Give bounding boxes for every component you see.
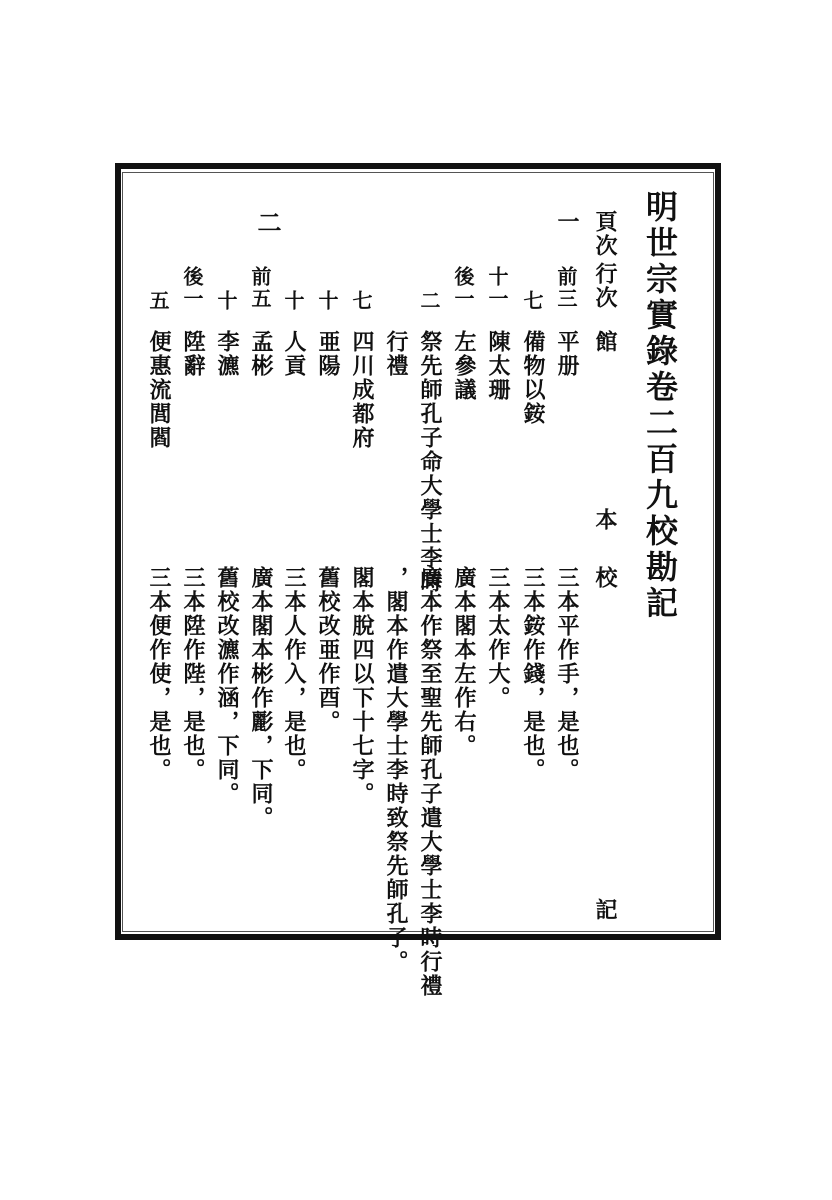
entry-text: 孟彬: [248, 330, 274, 378]
header-row-label: 行次: [592, 262, 618, 310]
entry-note: 廣本閣本左作右。: [451, 566, 477, 758]
entry-line: 二: [417, 290, 441, 312]
entry-note: 廣本作祭至聖先師孔子遣大學士李時行禮: [417, 566, 443, 998]
header-page-line: 頁次: [592, 210, 618, 258]
entry-text: 備物以銨: [520, 330, 546, 426]
entry-note: 舊校改瀌作涵，下同。: [214, 566, 240, 806]
entry-note: 三本銨作錢，是也。: [520, 566, 546, 782]
entry-line: 十: [315, 290, 339, 312]
entry-note: 舊校改亜作酉。: [315, 566, 341, 734]
entry-text: 行禮: [383, 330, 409, 378]
entry-line: 十: [214, 290, 238, 312]
entry-note: 閣本脫四以下十七字。: [349, 566, 375, 806]
header-record: 記: [592, 898, 618, 922]
header-base: 本: [592, 508, 618, 532]
entry-text: 四川成都府: [349, 330, 375, 450]
entry-text: 人貢: [281, 330, 307, 378]
entry-line: 後一: [451, 266, 475, 310]
entry-page: 一: [554, 210, 580, 234]
entry-note: ，閣本作遣大學士李時致祭先師孔子。: [383, 566, 409, 974]
entry-note: 三本太作大。: [485, 566, 511, 710]
entry-line: 十: [281, 290, 305, 312]
entry-line: 七: [520, 290, 544, 312]
entry-line: 前五: [248, 266, 272, 310]
entry-note: 三本平作手，是也。: [554, 566, 580, 782]
entry-text: 陞辭: [180, 330, 206, 378]
entry-text: 陳太珊: [485, 330, 511, 402]
entry-line: 七: [349, 290, 373, 312]
entry-text: 李瀌: [214, 330, 240, 378]
entry-note: 廣本閣本彬作彲，下同。: [248, 566, 274, 830]
header-edition: 館: [592, 330, 618, 354]
page-marker: 二: [253, 210, 282, 234]
entry-line: 十一: [485, 266, 509, 310]
entry-text: 祭先師孔子命大學士李時: [417, 330, 443, 594]
entry-note: 三本便作使，是也。: [146, 566, 172, 782]
document-title: 明世宗實錄卷二百九校勘記: [641, 190, 679, 622]
entry-note: 三本人作入，是也。: [281, 566, 307, 782]
entry-line: 後一: [180, 266, 204, 310]
entry-line: 五: [146, 290, 170, 312]
entry-text: 平册: [554, 330, 580, 378]
entry-note: 三本陞作陛，是也。: [180, 566, 206, 782]
header-collation: 校: [592, 566, 618, 590]
entry-text: 亜陽: [315, 330, 341, 378]
entry-text: 左參議: [451, 330, 477, 402]
entry-text: 便惠流閭閻: [146, 330, 172, 450]
entry-line: 前三: [554, 266, 578, 310]
